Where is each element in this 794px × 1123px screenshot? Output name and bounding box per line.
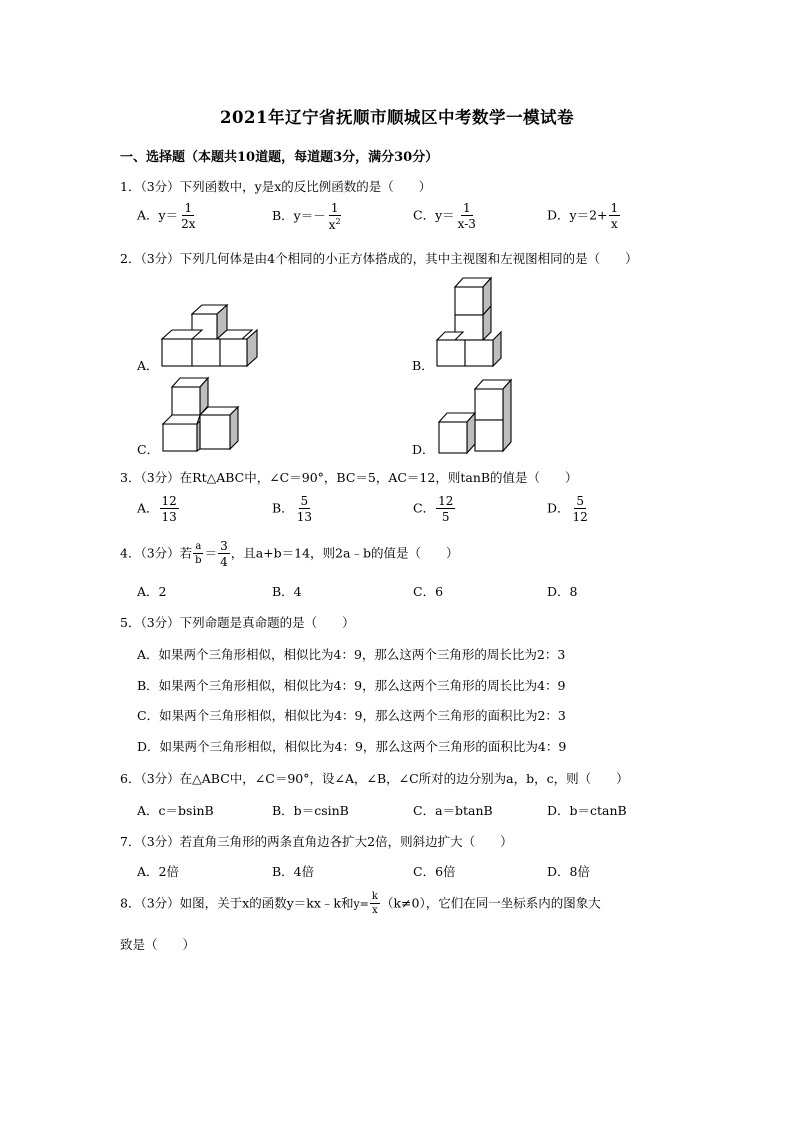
option-label: C．	[413, 500, 436, 516]
q1-option-d[interactable]	[547, 202, 621, 230]
option-label: D．	[547, 500, 570, 516]
q2-option-d-label[interactable]: D．	[412, 442, 435, 457]
option-label: A．y＝	[137, 207, 179, 223]
q3-option-c[interactable]	[413, 495, 456, 523]
question-3-stem: 3．（3分）在Rt△ABC中，∠C＝90°，BC＝5，AC＝12，则tanB的值是（ ）	[120, 470, 578, 485]
q6-option-d[interactable]: D．b＝ctanB	[547, 803, 627, 818]
question-8-stem-line2: 致是（ ）	[120, 937, 196, 952]
q2-option-c-label[interactable]: C．	[137, 442, 160, 457]
option-label: C．y＝	[413, 207, 455, 223]
question-5-stem: 5．（3分）下列命题是真命题的是（ ）	[120, 615, 355, 630]
q2-option-b-figure[interactable]	[435, 278, 515, 370]
page-title: 2021年辽宁省抚顺市顺城区中考数学一模试卷	[220, 108, 574, 127]
q7-option-c[interactable]: C．6倍	[413, 864, 456, 879]
q4-option-d[interactable]: D．8	[547, 584, 578, 599]
q6-option-b[interactable]: B．b＝csinB	[272, 803, 349, 818]
q5-option-a[interactable]: A．如果两个三角形相似，相似比为4：9，那么这两个三角形的周长比为2：3	[137, 647, 566, 662]
question-8-stem: 8．（3分）如图，关于x的函数y＝kx﹣k和y= $\frac{k}{x}$ （k≠0），它们在同一坐标系内的图象大	[120, 891, 601, 916]
question-1-stem: 1．（3分）下列函数中，y是x的反比例函数的是（ ）	[120, 179, 432, 194]
q7-option-b[interactable]: B．4倍	[272, 864, 315, 879]
q4-option-b[interactable]: B．4	[272, 584, 302, 599]
q5-option-c[interactable]: C．如果两个三角形相似，相似比为4：9，那么这两个三角形的面积比为2：3	[137, 708, 566, 723]
option-label: A．	[137, 500, 159, 516]
q7-option-d[interactable]: D．8倍	[547, 864, 590, 879]
q2-option-d-figure[interactable]	[435, 380, 520, 456]
q6-option-c[interactable]: C．a＝btanB	[413, 803, 493, 818]
q1-option-a[interactable]	[137, 202, 199, 230]
q7-option-a[interactable]: A．2倍	[137, 864, 179, 879]
fraction: $\frac{1}{x}$	[610, 201, 619, 231]
q2-option-a-figure[interactable]	[160, 305, 270, 370]
q3-option-d[interactable]	[547, 495, 591, 523]
question-2-stem: 2．（3分）下列几何体是由4个相同的小正方体搭成的，其中主视图和左视图相同的是（ ）	[120, 251, 638, 266]
q2-option-b-label[interactable]: B．	[412, 358, 434, 373]
option-label: B．	[272, 500, 294, 516]
fraction: $\frac{5}{12}$	[572, 494, 588, 524]
q1-option-c[interactable]	[413, 202, 479, 230]
question-4-stem: 4．（3分）若 $\frac{a}{b}$ ＝ $\frac{3}{4}$ ，且a+b＝14，则2a﹣b的值是（ ）	[120, 539, 459, 569]
section-heading: 一、选择题（本题共10道题，每道题3分，满分30分）	[120, 150, 439, 165]
q3-option-b[interactable]	[272, 495, 315, 523]
q4-option-a[interactable]: A．2	[137, 584, 167, 599]
q5-option-b[interactable]: B．如果两个三角形相似，相似比为4：9，那么这两个三角形的周长比为4：9	[137, 678, 566, 693]
fraction: $\frac{1}{x-3}$	[457, 201, 476, 231]
option-label: B．y＝－	[272, 208, 326, 223]
fraction: $\frac{1}{x^2}$	[328, 201, 341, 232]
q3-option-a[interactable]	[137, 495, 180, 523]
question-7-stem: 7．（3分）若直角三角形的两条直角边各扩大2倍，则斜边扩大（ ）	[120, 834, 513, 849]
q4-option-c[interactable]: C．6	[413, 584, 444, 599]
fraction: $\frac{1}{2x}$	[181, 201, 196, 231]
question-6-stem: 6．（3分）在△ABC中，∠C＝90°，设∠A，∠B，∠C所对的边分别为a，b，c，则（ ）	[120, 771, 629, 786]
q2-option-a-label[interactable]: A．	[137, 358, 159, 373]
q1-option-b[interactable]	[272, 202, 344, 231]
fraction: $\frac{12}{13}$	[161, 494, 177, 524]
fraction: $\frac{5}{13}$	[296, 494, 312, 524]
q2-option-c-figure[interactable]	[160, 378, 250, 454]
q5-option-d[interactable]: D．如果两个三角形相似，相似比为4：9，那么这两个三角形的面积比为4：9	[137, 739, 567, 754]
fraction: $\frac{12}{5}$	[438, 494, 454, 524]
fraction: $\frac{a}{b}$	[195, 541, 202, 566]
fraction: $\frac{k}{x}$	[371, 891, 378, 916]
fraction: $\frac{3}{4}$	[220, 539, 228, 569]
q6-option-a[interactable]: A．c＝bsinB	[137, 803, 214, 818]
option-label: D．y＝2+	[547, 207, 608, 223]
